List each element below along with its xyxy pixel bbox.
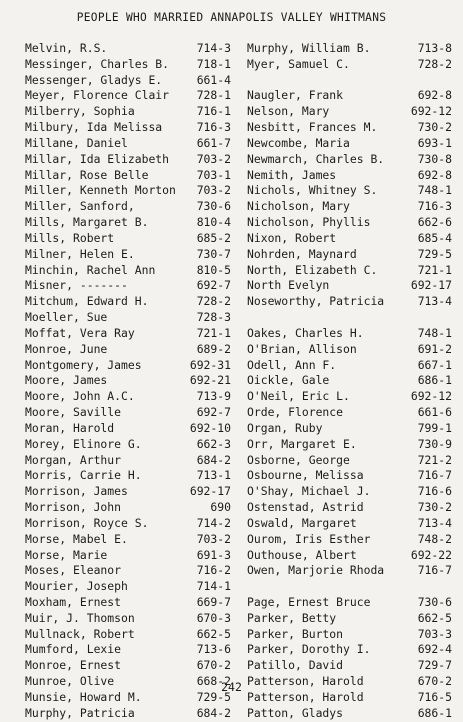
entry-reference: 799-1 <box>417 420 452 435</box>
list-item <box>25 41 231 57</box>
entry-reference: 692-7 <box>196 278 231 293</box>
entry-name: Odell, Ann F. <box>247 357 337 372</box>
list-item <box>25 611 231 627</box>
entry-reference: 669-7 <box>196 594 231 609</box>
entry-name: Morrison, James <box>25 484 128 499</box>
entry-reference: 713-6 <box>196 642 231 657</box>
entry-reference: 716-6 <box>417 484 452 499</box>
entry-name: Orde, Florence <box>247 405 344 420</box>
entry-name: Osbourne, Melissa <box>247 468 364 483</box>
entry-name: Moran, Harold <box>25 420 115 435</box>
entry-name: Mumford, Lexie <box>25 642 122 657</box>
entry-reference: 716-1 <box>196 104 231 119</box>
entry-name: Nelson, Mary <box>247 104 330 119</box>
entry-name: Millar, Rose Belle <box>25 167 149 182</box>
entry-name: Oickle, Gale <box>247 373 330 388</box>
entry-name: Moxham, Ernest <box>25 594 122 609</box>
entry-reference: 716-2 <box>196 563 231 578</box>
entry-reference: 667-1 <box>417 357 452 372</box>
entry-name: Minchin, Rachel Ann <box>25 262 156 277</box>
entry-reference: 686-1 <box>417 373 452 388</box>
entry-name: Page, Ernest Bruce <box>247 594 371 609</box>
entry-reference: 716-5 <box>417 689 452 704</box>
entry-name: Orr, Margaret E. <box>247 436 357 451</box>
list-item <box>25 136 231 152</box>
list-item <box>247 532 452 548</box>
list-item <box>25 516 231 532</box>
list-item <box>247 484 452 500</box>
entry-name: Melvin, R.S. <box>25 41 108 55</box>
entry-reference: 703-1 <box>196 167 231 182</box>
list-item <box>25 73 231 89</box>
entry-name: Moore, Saville <box>25 405 122 420</box>
entry-name: Oswald, Margaret <box>247 515 357 530</box>
list-item <box>247 263 452 279</box>
list-item <box>25 215 231 231</box>
list-item <box>247 437 452 453</box>
entry-name: Mitchum, Edward H. <box>25 294 149 309</box>
entry-reference: 691-3 <box>196 547 231 562</box>
entry-reference: 692-31 <box>189 357 231 372</box>
page-title: PEOPLE WHO MARRIED ANNAPOLIS VALLEY WHITMANS <box>76 11 387 24</box>
list-item <box>247 706 452 722</box>
entry-name: Nohrden, Maynard <box>247 246 357 261</box>
entry-reference: 730-9 <box>417 436 452 451</box>
entry-reference: 692-12 <box>410 389 452 404</box>
entry-reference: 730-6 <box>417 594 452 609</box>
entry-reference: 662-6 <box>417 215 452 230</box>
entry-reference: 692-22 <box>410 547 452 562</box>
list-item <box>247 247 452 263</box>
entry-reference: 718-1 <box>196 56 231 71</box>
list-item <box>247 373 452 389</box>
list-item <box>25 500 231 516</box>
entry-name: North, Elizabeth C. <box>247 262 378 277</box>
entry-name: Monroe, Ernest <box>25 658 122 673</box>
list-item <box>25 183 231 199</box>
list-item <box>247 642 452 658</box>
list-item <box>25 88 231 104</box>
list-item <box>247 405 452 421</box>
entry-reference: 721-1 <box>196 325 231 340</box>
entry-reference: 693-1 <box>417 135 452 150</box>
list-item <box>247 41 452 57</box>
entry-name: Messinger, Charles B. <box>25 56 170 71</box>
entry-reference: 714-2 <box>196 515 231 530</box>
entry-name: Mills, Robert <box>25 230 115 245</box>
list-item <box>247 611 452 627</box>
entry-name: Morgan, Arthur <box>25 452 122 467</box>
entry-reference: 662-5 <box>196 626 231 641</box>
entry-reference: 713-8 <box>417 41 452 55</box>
entry-name: Noseworthy, Patricia <box>247 294 385 309</box>
entry-name: Nesbitt, Frances M. <box>247 120 378 135</box>
entry-reference: 692-12 <box>410 104 452 119</box>
entry-reference: 662-3 <box>196 436 231 451</box>
list-item <box>25 358 231 374</box>
entry-name: Nichols, Whitney S. <box>247 183 378 198</box>
entry-name: Nicholson, Mary <box>247 199 350 214</box>
entry-reference: 748-1 <box>417 183 452 198</box>
entry-reference: 810-5 <box>196 262 231 277</box>
entry-name: Organ, Ruby <box>247 420 323 435</box>
list-item <box>247 183 452 199</box>
list-item <box>247 310 452 326</box>
left-column <box>25 41 231 722</box>
entry-reference: 716-7 <box>417 563 452 578</box>
list-item <box>247 579 452 595</box>
entry-reference: 729-5 <box>196 689 231 704</box>
list-item <box>25 199 231 215</box>
entry-reference: 730-2 <box>417 120 452 135</box>
entry-reference: 661-6 <box>417 405 452 420</box>
list-item <box>25 342 231 358</box>
list-item <box>247 658 452 674</box>
list-item <box>247 104 452 120</box>
entry-name: Owen, Marjorie Rhoda <box>247 563 385 578</box>
entry-reference: 684-2 <box>196 452 231 467</box>
entry-name: Monroe, June <box>25 341 108 356</box>
entry-reference: 716-3 <box>196 120 231 135</box>
entry-name: Milbury, Ida Melissa <box>25 120 163 135</box>
entry-name: Parker, Burton <box>247 626 344 641</box>
entry-name: Myer, Samuel C. <box>247 56 350 71</box>
list-item <box>247 215 452 231</box>
entry-name: Munroe, Olive <box>25 674 115 689</box>
entry-name: Osborne, George <box>247 452 350 467</box>
entry-reference: 716-7 <box>417 468 452 483</box>
entry-reference: 662-5 <box>417 610 452 625</box>
entry-name: Morrison, Royce S. <box>25 515 149 530</box>
entry-reference: 692-10 <box>189 420 231 435</box>
entry-name: Moffat, Vera Ray <box>25 325 135 340</box>
entry-name: Meyer, Florence Clair <box>25 88 170 103</box>
list-item <box>247 231 452 247</box>
entry-reference: 703-2 <box>196 183 231 198</box>
entry-name: Millane, Daniel <box>25 135 128 150</box>
entry-name: Miller, Kenneth Morton <box>25 183 176 198</box>
list-item <box>25 595 231 611</box>
entry-name: Parker, Dorothy I. <box>247 642 371 657</box>
list-item <box>247 326 452 342</box>
entry-name: Morey, Elinore G. <box>25 436 142 451</box>
list-item <box>247 88 452 104</box>
list-item <box>25 453 231 469</box>
entry-reference: 713-1 <box>196 468 231 483</box>
entry-name: Misner, ------- <box>25 278 128 293</box>
entry-reference: 670-2 <box>196 658 231 673</box>
list-item <box>247 342 452 358</box>
list-item <box>247 389 452 405</box>
entry-name: O'Neil, Eric L. <box>247 389 350 404</box>
list-item <box>247 421 452 437</box>
list-item <box>25 468 231 484</box>
entry-reference: 729-7 <box>417 658 452 673</box>
list-item <box>25 310 231 326</box>
entry-name: Morris, Carrie H. <box>25 468 142 483</box>
entry-reference: 692-7 <box>196 405 231 420</box>
entry-name: Oakes, Charles H. <box>247 325 364 340</box>
entry-name: Parker, Betty <box>247 610 337 625</box>
entry-name: North Evelyn <box>247 278 330 293</box>
entry-reference: 748-1 <box>417 325 452 340</box>
entry-reference: 730-2 <box>417 500 452 515</box>
entry-reference: 668-2 <box>196 674 231 689</box>
list-item <box>25 278 231 294</box>
entry-name: Milberry, Sophia <box>25 104 135 119</box>
list-item <box>247 468 452 484</box>
list-item <box>25 658 231 674</box>
list-item <box>25 627 231 643</box>
entry-reference: 692-4 <box>417 642 452 657</box>
list-item <box>25 373 231 389</box>
list-item <box>25 104 231 120</box>
entry-reference: 690 <box>210 500 231 515</box>
list-item <box>247 152 452 168</box>
entry-reference: 729-5 <box>417 246 452 261</box>
list-item <box>25 706 231 722</box>
entry-reference: 730-8 <box>417 151 452 166</box>
list-item <box>247 516 452 532</box>
entry-reference: 692-8 <box>417 88 452 103</box>
list-item <box>25 548 231 564</box>
entry-name: Patterson, Harold <box>247 674 364 689</box>
entry-name: Patterson, Harold <box>247 689 364 704</box>
entry-name: Moeller, Sue <box>25 310 108 325</box>
list-item <box>247 278 452 294</box>
entry-name: Morrison, John <box>25 500 122 515</box>
entry-reference: 703-3 <box>417 626 452 641</box>
entry-reference: 714-1 <box>196 579 231 594</box>
entry-name: Milner, Helen E. <box>25 246 135 261</box>
list-item <box>25 152 231 168</box>
entry-reference: 670-3 <box>196 610 231 625</box>
entry-name: Millar, Ida Elizabeth <box>25 151 170 166</box>
entry-name: Muir, J. Thomson <box>25 610 135 625</box>
list-item <box>247 73 452 89</box>
entry-name: Ostenstad, Astrid <box>247 500 364 515</box>
page-number: 242 <box>221 680 242 694</box>
list-item <box>247 199 452 215</box>
list-item <box>247 563 452 579</box>
entry-name: Murphy, William B. <box>247 41 371 55</box>
entry-reference: 721-1 <box>417 262 452 277</box>
entry-reference: 728-2 <box>417 56 452 71</box>
entry-reference: 810-4 <box>196 215 231 230</box>
list-item <box>25 57 231 73</box>
entry-name: Montgomery, James <box>25 357 142 372</box>
entry-name: O'Brian, Allison <box>247 341 357 356</box>
entry-reference: 721-2 <box>417 452 452 467</box>
entry-name: Newcombe, Maria <box>247 135 350 150</box>
entry-name: Moses, Eleanor <box>25 563 122 578</box>
entry-name: Mills, Margaret B. <box>25 215 149 230</box>
entry-reference: 748-2 <box>417 531 452 546</box>
entry-name: Munsie, Howard M. <box>25 689 142 704</box>
entry-name: Nemith, James <box>247 167 337 182</box>
list-item <box>25 326 231 342</box>
entry-reference: 703-2 <box>196 151 231 166</box>
right-column <box>247 41 452 722</box>
entry-reference: 686-1 <box>417 705 452 720</box>
list-item <box>25 231 231 247</box>
entry-reference: 670-2 <box>417 674 452 689</box>
entry-name: Patillo, David <box>247 658 344 673</box>
list-item <box>25 247 231 263</box>
entry-reference: 661-7 <box>196 135 231 150</box>
entry-reference: 713-4 <box>417 294 452 309</box>
entry-name: Ourom, Iris Esther <box>247 531 371 546</box>
list-item <box>247 358 452 374</box>
entry-name: Moore, John A.C. <box>25 389 135 404</box>
entry-reference: 716-3 <box>417 199 452 214</box>
entry-name: Moore, James <box>25 373 108 388</box>
entry-reference: 730-7 <box>196 246 231 261</box>
list-item <box>247 453 452 469</box>
entry-name: Murphy, Patricia <box>25 705 135 720</box>
entry-reference: 713-4 <box>417 515 452 530</box>
entry-name: Miller, Sanford, <box>25 199 135 214</box>
list-item <box>25 579 231 595</box>
list-item <box>247 548 452 564</box>
entry-reference: 728-3 <box>196 310 231 325</box>
entry-reference: 713-9 <box>196 389 231 404</box>
entry-reference: 692-17 <box>189 484 231 499</box>
list-item <box>247 500 452 516</box>
list-item <box>25 563 231 579</box>
entry-reference: 728-2 <box>196 294 231 309</box>
entry-reference: 684-2 <box>196 705 231 720</box>
entry-name: Newmarch, Charles B. <box>247 151 385 166</box>
entry-name: Nixon, Robert <box>247 230 337 245</box>
list-item <box>25 532 231 548</box>
entry-name: O'Shay, Michael J. <box>247 484 371 499</box>
list-item <box>25 405 231 421</box>
entry-name: Mullnack, Robert <box>25 626 135 641</box>
entry-reference: 730-6 <box>196 199 231 214</box>
entry-reference: 689-2 <box>196 341 231 356</box>
list-item <box>247 294 452 310</box>
list-item <box>247 57 452 73</box>
entry-reference: 714-3 <box>196 41 231 55</box>
entry-reference: 661-4 <box>196 72 231 87</box>
entry-reference: 692-21 <box>189 373 231 388</box>
entry-name: Outhouse, Albert <box>247 547 357 562</box>
entry-reference: 691-2 <box>417 341 452 356</box>
entry-name: Messenger, Gladys E. <box>25 72 163 87</box>
entry-name: Morse, Mabel E. <box>25 531 128 546</box>
entry-name: Morse, Marie <box>25 547 108 562</box>
list-item <box>247 120 452 136</box>
list-item <box>247 168 452 184</box>
list-item <box>25 120 231 136</box>
list-item <box>247 136 452 152</box>
entry-name: Naugler, Frank <box>247 88 344 103</box>
entry-name: Nicholson, Phyllis <box>247 215 371 230</box>
list-item <box>25 437 231 453</box>
list-item <box>247 595 452 611</box>
entry-reference: 685-4 <box>417 230 452 245</box>
entry-reference: 728-1 <box>196 88 231 103</box>
list-item <box>25 294 231 310</box>
list-item <box>247 627 452 643</box>
entry-name: Patton, Gladys <box>247 705 344 720</box>
list-item <box>25 421 231 437</box>
entry-reference: 692-8 <box>417 167 452 182</box>
list-item <box>25 642 231 658</box>
entry-name: Mourier, Joseph <box>25 579 128 594</box>
list-item <box>25 484 231 500</box>
entry-reference: 703-2 <box>196 531 231 546</box>
list-item <box>25 389 231 405</box>
entry-reference: 685-2 <box>196 230 231 245</box>
list-item <box>25 168 231 184</box>
list-item <box>25 263 231 279</box>
entry-reference: 692-17 <box>410 278 452 293</box>
